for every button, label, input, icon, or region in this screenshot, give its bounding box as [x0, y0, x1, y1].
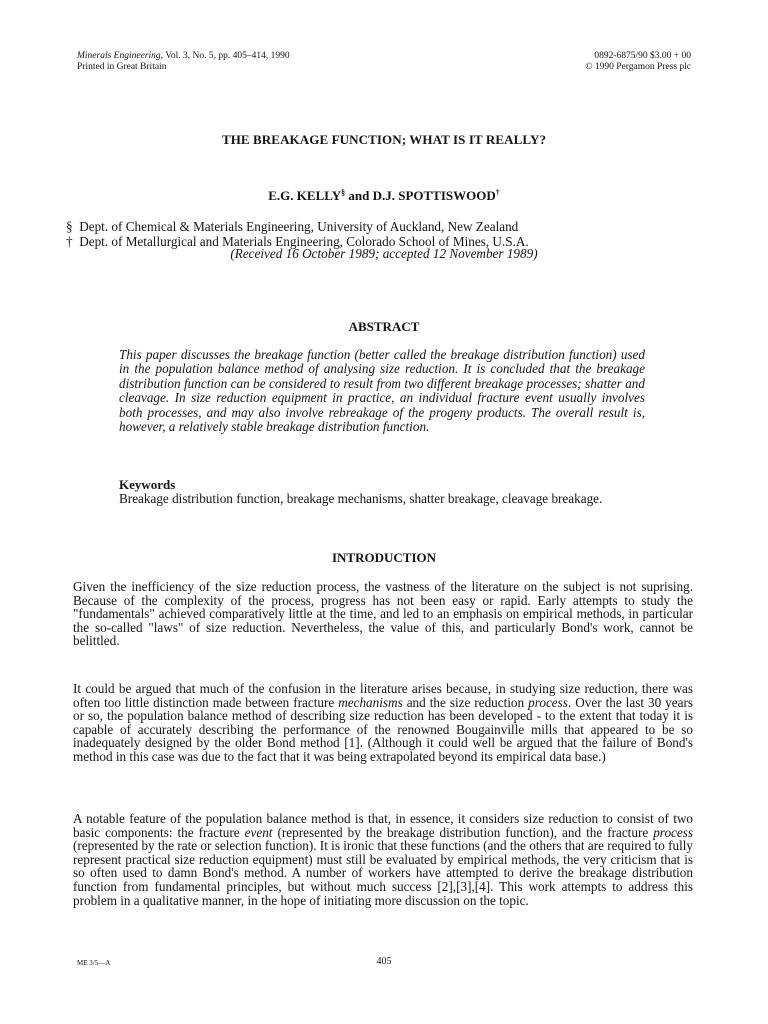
p3-emphasis-process: process	[653, 824, 694, 840]
author-2-mark: †	[495, 188, 500, 197]
author-1-mark: §	[341, 188, 346, 197]
intro-paragraph-1: Given the inefficiency of the size reduction process, the vastness of the literature on the subject is not suprising. Because of the complexity of the process, progress has not been easy or rapid. Early attempts to study the "fundamentals" achieved comparatively little at the time, and led to an emphasis on empirical methods, in particular the so-called "laws" of size reduction. Nevertheless, the value of this, and particularly Bond's work, cannot be belittled.	[73, 579, 693, 649]
page-number: 405	[376, 956, 392, 967]
p3-emphasis-event: event	[244, 824, 273, 840]
p2-text-a: It could be argued that much of the confusion in the literature arises because, in studying size reduction, there was often too little distinction made between fracture	[73, 681, 693, 710]
keywords-text: Breakage distribution function, breakage mechanisms, shatter breakage, cleavage breakage.	[119, 491, 603, 506]
introduction-heading: INTRODUCTION	[331, 550, 436, 565]
abstract-text: This paper discusses the breakage function (better called the breakage distribution function) used in the population balance method of analysing size reduction. It is concluded that the breakage distribution function can be considered to result from two different breakage processes; shatter and cleavage. In size reduction equipment in practice, an individual fracture event usually involves both processes, and may also involve rebreakage of the progeny products. The overall result is, however, a relatively stable breakage distribution function.	[119, 347, 645, 435]
affiliation-2: † Dept. of Metallurgical and Materials Engineering, Colorado School of Mines, U.S.A.	[66, 234, 529, 249]
p3-text-c: (represented by the rate or selection function). It is ironic that these functions (and the others that are required to fully represent practical size reduction equipment) must still be evaluated by empirical methods, the very criticism that is so often used to damn Bond's method. A number of workers have attempted to derive the breakage distribution function from fundamental principles, but without much success [2],[3],[4]. This work attempts to address this problem in a qualitative manner, in the hope of initiating more discussion on the topic.	[73, 838, 693, 908]
issn-price-code: 0892-6875/90 $3.00 + 00	[594, 51, 691, 61]
copyright-line: © 1990 Pergamon Press plc	[585, 62, 691, 72]
author-conjunction: and	[345, 188, 373, 203]
intro-paragraph-3	[73, 812, 693, 907]
p2-text-c: . Over the last 30 years or so, the population balance method of describing size reduction has been developed - to the extent that today it is capable of accurately describing the performance of the renowned Bougainville mills that appeared to be so inadequately designed by the older Bond method [1]. (Although it could well be argued that the failure of Bond's method in this case was due to the fact that it was being extrapolated beyond its empirical data base.)	[73, 694, 693, 764]
keywords-heading: Keywords	[119, 477, 176, 492]
p2-emphasis-process: process	[528, 694, 568, 710]
p2-emphasis-mechanisms: mechanisms	[338, 694, 403, 710]
intro-paragraph-2	[73, 682, 693, 764]
footer-code: ME 3/5—A	[77, 959, 111, 967]
journal-citation-line	[77, 51, 290, 62]
p3-text-b: (represented by the breakage distribution function), and the fracture	[272, 824, 654, 840]
author-1: E.G. KELLY	[268, 188, 342, 203]
abstract-heading: ABSTRACT	[348, 319, 420, 334]
affiliation-1: § Dept. of Chemical & Materials Engineering, University of Auckland, New Zealand	[66, 219, 519, 234]
journal-volume-pages: , Vol. 3, No. 5, pp. 405–414, 1990	[160, 51, 290, 61]
publisher-block	[585, 51, 691, 73]
p2-text-b: and the size reduction	[402, 694, 529, 710]
journal-name: Minerals Engineering	[77, 51, 161, 61]
journal-citation-block	[77, 51, 290, 73]
printed-in: Printed in Great Britain	[77, 62, 167, 72]
received-dates: (Received 16 October 1989; accepted 12 November 1989)	[230, 246, 538, 261]
p3-text-a: A notable feature of the population balance method is that, in essence, it considers size reduction to consist of two basic components: the fracture	[73, 811, 693, 840]
author-2: D.J. SPOTTISWOOD	[372, 188, 496, 203]
author-line	[0, 188, 768, 204]
paper-title: THE BREAKAGE FUNCTION; WHAT IS IT REALLY?	[221, 132, 547, 147]
